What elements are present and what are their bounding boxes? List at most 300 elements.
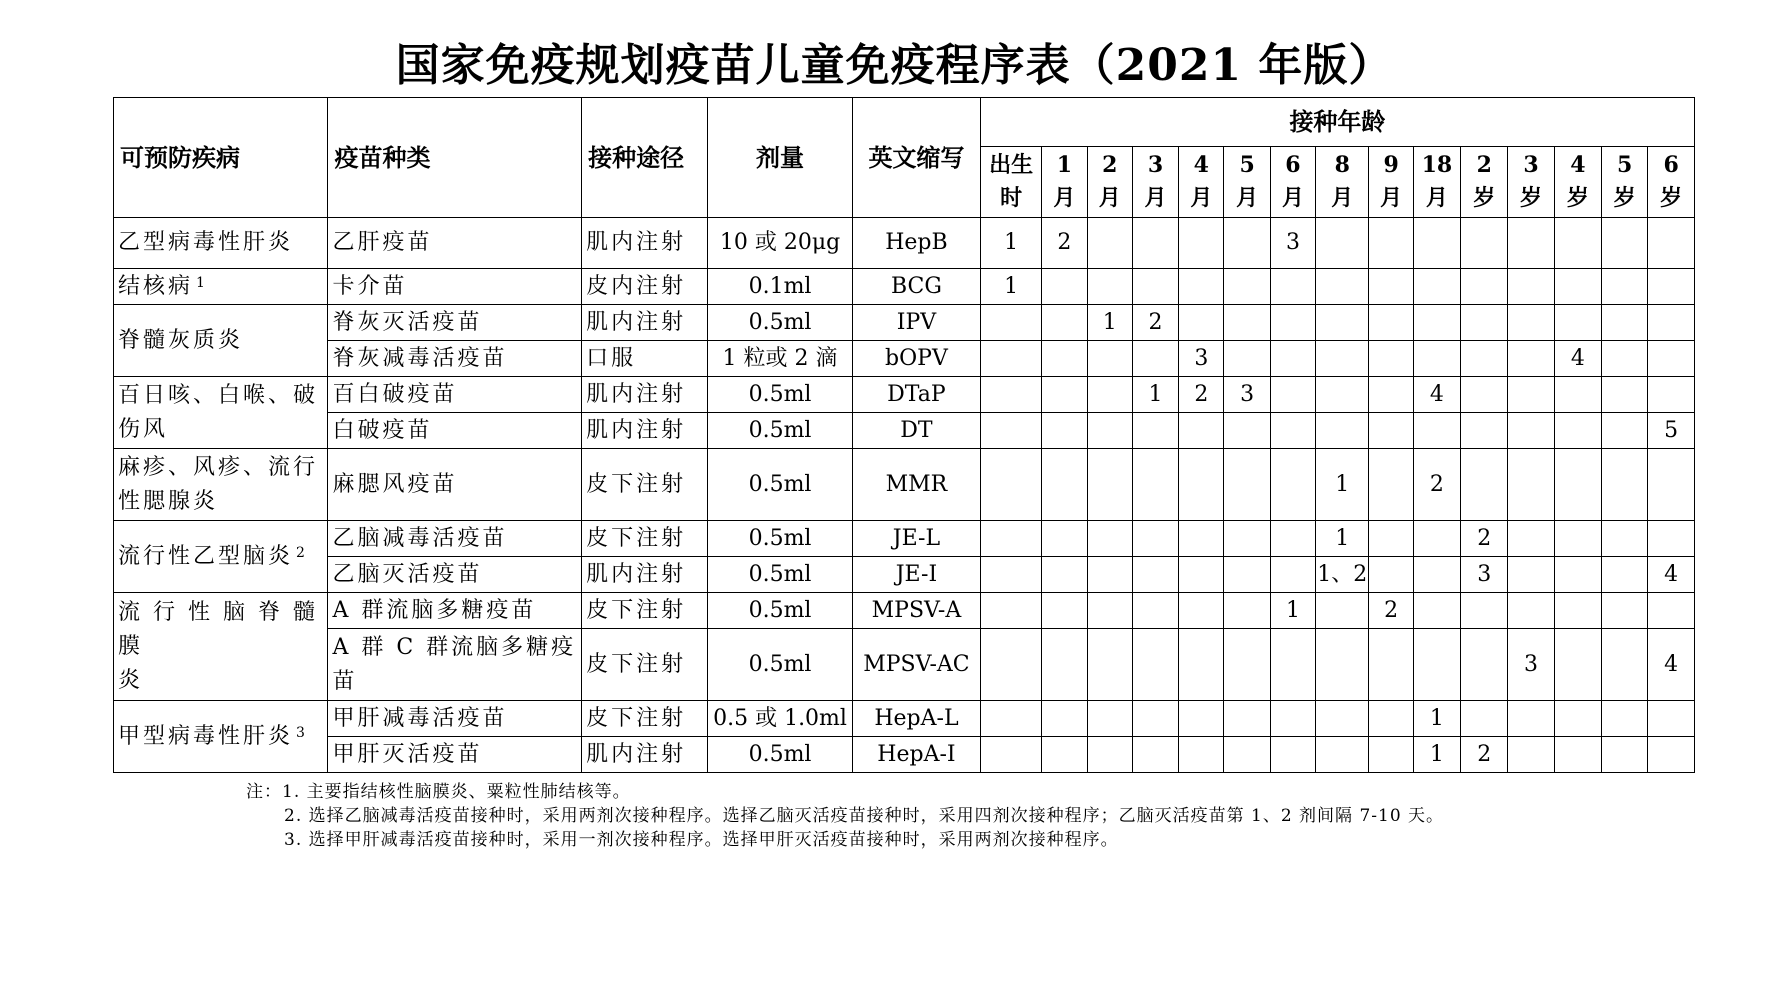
dose-number-cell (1369, 737, 1413, 773)
dose-number-cell (1132, 557, 1178, 593)
vaccine-name: 卡介苗 (332, 273, 408, 299)
dose-number-cell (1508, 557, 1554, 593)
vaccine-cell (328, 557, 582, 593)
dose-number-cell (1413, 269, 1460, 305)
dose-number-cell: 1 (1413, 701, 1460, 737)
dose-number-cell (980, 701, 1041, 737)
dose-number-cell (1508, 521, 1554, 557)
abbr-cell: bOPV (853, 341, 981, 377)
dose-number-cell (1369, 557, 1413, 593)
dose-number-cell (980, 413, 1041, 449)
dose-number-cell (1179, 521, 1224, 557)
dose-number-cell (1132, 521, 1178, 557)
disease-cell (114, 521, 328, 593)
abbr-cell: DT (853, 413, 981, 449)
abbr-cell: DTaP (853, 377, 981, 413)
disease-name-cont: 伤风 (118, 416, 169, 442)
dose-number-cell (1554, 593, 1601, 629)
dose-number-cell (1179, 413, 1224, 449)
age-value: 6 (1663, 152, 1679, 178)
dose-number-cell (1554, 218, 1601, 269)
abbr-cell: BCG (853, 269, 981, 305)
dose-number-cell (1270, 737, 1315, 773)
dose-number-cell (1224, 269, 1270, 305)
dose-number-cell: 3 (1461, 557, 1508, 593)
dose-number-cell (1413, 305, 1460, 341)
table-row (114, 269, 1695, 305)
age-unit: 时 (1000, 185, 1023, 211)
dose-number-cell (1461, 341, 1508, 377)
dose-cell: 0.5ml (708, 593, 853, 629)
dose-cell: 0.5ml (708, 449, 853, 521)
age-header-cell (1461, 147, 1508, 218)
vaccine-name: 乙脑减毒活疫苗 (332, 525, 508, 551)
dose-number-cell (1179, 305, 1224, 341)
dose-number-cell: 4 (1413, 377, 1460, 413)
dose-number-cell (1042, 557, 1087, 593)
dose-number-cell (1554, 701, 1601, 737)
route-cell: 肌内注射 (582, 305, 708, 341)
dose-number-cell (1316, 701, 1369, 737)
dose-number-cell (1554, 629, 1601, 701)
vaccine-cell (328, 737, 582, 773)
vaccine-cell (328, 269, 582, 305)
dose-number-cell (1042, 449, 1087, 521)
dose-number-cell (1042, 629, 1087, 701)
age-unit: 岁 (1613, 185, 1636, 211)
age-value: 5 (1239, 152, 1255, 178)
dose-number-cell (1369, 521, 1413, 557)
dose-number-cell (980, 737, 1041, 773)
disease-name: 结核病 (118, 273, 194, 299)
table-row (114, 449, 1695, 521)
disease-name: 脊髓灰质炎 (118, 327, 244, 353)
dose-number-cell (1648, 737, 1695, 773)
disease-cell (114, 269, 328, 305)
dose-number-cell (1602, 269, 1648, 305)
dose-number-cell: 2 (1461, 521, 1508, 557)
dose-cell: 0.5ml (708, 377, 853, 413)
dose-number-cell (1508, 305, 1554, 341)
age-header-cell (1132, 147, 1178, 218)
table-row (114, 521, 1695, 557)
dose-number-cell (1316, 377, 1369, 413)
route-cell: 皮下注射 (582, 449, 708, 521)
dose-number-cell (980, 593, 1041, 629)
dose-number-cell (1087, 593, 1132, 629)
dose-number-cell (1316, 737, 1369, 773)
dose-number-cell (1179, 737, 1224, 773)
dose-number-cell (1132, 629, 1178, 701)
dose-number-cell (1648, 701, 1695, 737)
route-cell: 皮内注射 (582, 269, 708, 305)
disease-name-cont: 炎 (118, 667, 144, 693)
dose-number-cell (1461, 218, 1508, 269)
dose-number-cell (1179, 629, 1224, 701)
route-cell: 肌内注射 (582, 377, 708, 413)
dose-number-cell (1270, 449, 1315, 521)
dose-number-cell (1179, 449, 1224, 521)
vaccine-cell (328, 593, 582, 629)
age-value: 3 (1523, 152, 1539, 178)
header-dose: 剂量 (708, 98, 853, 218)
vaccine-name: 甲肝灭活疫苗 (332, 741, 483, 767)
age-header-cell (1087, 147, 1132, 218)
dose-number-cell: 4 (1648, 557, 1695, 593)
vaccine-name-cont: 苗 (332, 668, 358, 694)
dose-number-cell (1224, 449, 1270, 521)
vaccine-name: 甲肝减毒活疫苗 (332, 705, 508, 731)
dose-number-cell (1508, 413, 1554, 449)
dose-number-cell (1602, 629, 1648, 701)
footnote-1: 注：1. 主要指结核性脑膜炎、粟粒性肺结核等。 (246, 782, 631, 802)
dose-number-cell (1554, 521, 1601, 557)
age-value: 出生 (989, 152, 1034, 178)
age-unit: 岁 (1660, 185, 1683, 211)
dose-number-cell (1270, 377, 1315, 413)
vaccine-name: A 群流脑多糖疫苗 (332, 597, 537, 623)
dose-number-cell (1648, 341, 1695, 377)
dose-number-cell (1508, 377, 1554, 413)
dose-number-cell (1554, 737, 1601, 773)
vaccine-name: 麻腮风疫苗 (332, 471, 458, 497)
dose-number-cell (1648, 449, 1695, 521)
age-header-cell (1508, 147, 1554, 218)
dose-number-cell (1224, 737, 1270, 773)
dose-number-cell (1554, 557, 1601, 593)
dose-number-cell (1270, 557, 1315, 593)
dose-number-cell (1224, 305, 1270, 341)
dose-number-cell (1461, 593, 1508, 629)
dose-number-cell: 1 (1316, 449, 1369, 521)
dose-number-cell (1132, 593, 1178, 629)
dose-number-cell: 4 (1554, 341, 1601, 377)
dose-number-cell (1087, 701, 1132, 737)
dose-number-cell (1508, 737, 1554, 773)
age-value: 18 (1421, 152, 1453, 178)
dose-number-cell (1413, 413, 1460, 449)
footnote-3: 3. 选择甲肝减毒活疫苗接种时，采用一剂次接种程序。选择甲肝灭活疫苗接种时，采用两剂次接种程序。 (284, 830, 1119, 850)
dose-number-cell (1369, 341, 1413, 377)
age-header-cell (1042, 147, 1087, 218)
dose-number-cell (1179, 269, 1224, 305)
vaccine-name: 乙肝疫苗 (332, 230, 433, 255)
dose-number-cell (1508, 218, 1554, 269)
age-value: 8 (1334, 152, 1350, 178)
abbr-cell: HepA-I (853, 737, 981, 773)
dose-number-cell (1270, 521, 1315, 557)
disease-name: 甲型病毒性肝炎 (118, 723, 294, 749)
dose-number-cell (1087, 377, 1132, 413)
dose-number-cell (1087, 218, 1132, 269)
dose-number-cell (1087, 341, 1132, 377)
age-unit: 月 (1281, 185, 1304, 211)
dose-number-cell (1179, 593, 1224, 629)
age-value: 4 (1193, 152, 1209, 178)
vaccine-name: 乙脑灭活疫苗 (332, 561, 483, 587)
dose-number-cell (1413, 521, 1460, 557)
dose-number-cell (1648, 377, 1695, 413)
age-unit: 月 (1380, 185, 1403, 211)
vaccine-cell (328, 629, 582, 701)
header-route: 接种途径 (582, 98, 708, 218)
dose-number-cell (980, 557, 1041, 593)
dose-number-cell (1648, 218, 1695, 269)
dose-number-cell (1554, 377, 1601, 413)
disease-name-cont: 性腮腺炎 (118, 488, 219, 514)
dose-number-cell: 1 (1413, 737, 1460, 773)
age-header-cell (1224, 147, 1270, 218)
dose-cell: 0.1ml (708, 269, 853, 305)
age-value: 1 (1056, 152, 1073, 178)
header-abbr: 英文缩写 (853, 98, 981, 218)
dose-number-cell (1554, 305, 1601, 341)
footnotes (246, 780, 1444, 852)
dose-number-cell (1369, 701, 1413, 737)
dose-number-cell (1270, 629, 1315, 701)
dose-number-cell (1602, 341, 1648, 377)
dose-number-cell (1316, 341, 1369, 377)
table-row (114, 218, 1695, 269)
dose-number-cell (1461, 449, 1508, 521)
dose-number-cell (1224, 218, 1270, 269)
dose-number-cell (1270, 413, 1315, 449)
dose-number-cell: 1 (980, 218, 1041, 269)
dose-number-cell (1132, 737, 1178, 773)
age-header-cell (1179, 147, 1224, 218)
dose-number-cell (1554, 449, 1601, 521)
abbr-cell: HepB (853, 218, 981, 269)
dose-number-cell: 1、2 (1316, 557, 1369, 593)
vaccine-name: 百白破疫苗 (332, 381, 458, 407)
age-header-cell (1602, 147, 1648, 218)
age-header-cell (980, 147, 1041, 218)
dose-number-cell (1087, 269, 1132, 305)
dose-number-cell (1087, 629, 1132, 701)
dose-number-cell (1316, 413, 1369, 449)
dose-cell: 0.5ml (708, 413, 853, 449)
dose-number-cell: 2 (1042, 218, 1087, 269)
dose-number-cell (1508, 269, 1554, 305)
age-unit: 岁 (1520, 185, 1543, 211)
route-cell: 皮下注射 (582, 629, 708, 701)
dose-number-cell (1369, 377, 1413, 413)
age-value: 3 (1147, 152, 1164, 178)
age-header-cell (1369, 147, 1413, 218)
age-unit: 月 (1144, 185, 1167, 211)
dose-number-cell (1132, 449, 1178, 521)
age-header-cell (1554, 147, 1601, 218)
dose-number-cell (1132, 413, 1178, 449)
header-vaccine: 疫苗种类 (328, 98, 582, 218)
header-disease: 可预防疾病 (114, 98, 328, 218)
dose-number-cell: 3 (1508, 629, 1554, 701)
abbr-cell: JE-I (853, 557, 981, 593)
age-header-cell (1648, 147, 1695, 218)
disease-name: 流 行 性 脑 脊 髓 膜 (118, 599, 318, 659)
dose-number-cell (1224, 629, 1270, 701)
dose-number-cell (1461, 701, 1508, 737)
dose-number-cell (1508, 593, 1554, 629)
table-row (114, 701, 1695, 737)
vaccine-cell (328, 521, 582, 557)
dose-number-cell (1087, 521, 1132, 557)
age-unit: 月 (1236, 185, 1259, 211)
dose-number-cell (1369, 629, 1413, 701)
dose-number-cell (1042, 377, 1087, 413)
dose-number-cell (1087, 413, 1132, 449)
vaccine-cell (328, 305, 582, 341)
dose-number-cell (1132, 701, 1178, 737)
table-row (114, 557, 1695, 593)
dose-number-cell (1132, 269, 1178, 305)
dose-number-cell (1042, 269, 1087, 305)
vaccine-name: 脊灰减毒活疫苗 (332, 345, 508, 371)
dose-cell: 1 粒或 2 滴 (708, 341, 853, 377)
dose-number-cell (1316, 593, 1369, 629)
age-value: 4 (1570, 152, 1586, 178)
dose-number-cell (1554, 269, 1601, 305)
vaccine-name: 白破疫苗 (332, 417, 433, 443)
dose-number-cell (980, 341, 1041, 377)
dose-cell: 0.5ml (708, 521, 853, 557)
dose-number-cell (1270, 341, 1315, 377)
vaccine-cell (328, 413, 582, 449)
disease-cell (114, 701, 328, 773)
route-cell: 皮下注射 (582, 593, 708, 629)
age-header-cell (1270, 147, 1315, 218)
dose-number-cell (1224, 413, 1270, 449)
dose-number-cell (1602, 218, 1648, 269)
dose-number-cell (1413, 557, 1460, 593)
vaccine-cell (328, 341, 582, 377)
age-unit: 岁 (1566, 185, 1589, 211)
table-row (114, 377, 1695, 413)
disease-cell (114, 305, 328, 377)
age-unit: 岁 (1473, 185, 1496, 211)
age-unit: 月 (1053, 185, 1076, 211)
disease-name: 麻疹、风疹、流行 (118, 454, 319, 480)
disease-cell (114, 449, 328, 521)
dose-number-cell: 1 (1132, 377, 1178, 413)
dose-number-cell (1602, 449, 1648, 521)
route-cell: 肌内注射 (582, 218, 708, 269)
abbr-cell: MPSV-AC (853, 629, 981, 701)
footnote-marker: 2 (296, 544, 305, 561)
dose-number-cell (1316, 218, 1369, 269)
age-unit: 月 (1331, 185, 1354, 211)
age-header-cell (1316, 147, 1369, 218)
dose-number-cell (1316, 629, 1369, 701)
dose-number-cell: 2 (1461, 737, 1508, 773)
dose-number-cell (980, 521, 1041, 557)
dose-number-cell (1042, 593, 1087, 629)
dose-number-cell (1508, 449, 1554, 521)
dose-number-cell (1316, 269, 1369, 305)
table-row (114, 341, 1695, 377)
vaccine-cell (328, 218, 582, 269)
vaccine-name: 脊灰灭活疫苗 (332, 309, 483, 335)
route-cell: 肌内注射 (582, 557, 708, 593)
route-cell: 肌内注射 (582, 737, 708, 773)
age-value: 5 (1617, 152, 1633, 178)
dose-number-cell (1369, 269, 1413, 305)
dose-number-cell: 5 (1648, 413, 1695, 449)
dose-number-cell (1508, 701, 1554, 737)
dose-number-cell (1461, 305, 1508, 341)
age-unit: 月 (1425, 185, 1448, 211)
age-header-cell (1413, 147, 1460, 218)
age-value: 6 (1285, 152, 1301, 178)
table-row (114, 305, 1695, 341)
table-row (114, 629, 1695, 701)
dose-number-cell (1042, 413, 1087, 449)
dose-number-cell (1042, 341, 1087, 377)
dose-number-cell (1602, 557, 1648, 593)
footnote-marker: 1 (196, 274, 205, 291)
disease-name: 百日咳、白喉、破 (118, 382, 319, 408)
dose-number-cell (1413, 629, 1460, 701)
age-unit: 月 (1190, 185, 1213, 211)
dose-number-cell (1179, 557, 1224, 593)
dose-number-cell (1461, 269, 1508, 305)
dose-number-cell (1224, 341, 1270, 377)
footnote-marker: 3 (296, 724, 305, 741)
dose-number-cell: 2 (1369, 593, 1413, 629)
dose-number-cell (1554, 413, 1601, 449)
dose-cell: 0.5ml (708, 305, 853, 341)
dose-number-cell (1413, 341, 1460, 377)
age-value: 9 (1383, 152, 1399, 178)
vaccine-cell (328, 377, 582, 413)
dose-number-cell (1648, 593, 1695, 629)
dose-number-cell: 1 (1270, 593, 1315, 629)
dose-number-cell (1461, 377, 1508, 413)
dose-number-cell (980, 449, 1041, 521)
immunization-schedule-table (113, 97, 1695, 773)
table-row (114, 737, 1695, 773)
abbr-cell: IPV (853, 305, 981, 341)
header-age-group: 接种年龄 (980, 98, 1694, 147)
dose-number-cell: 3 (1224, 377, 1270, 413)
vaccine-cell (328, 701, 582, 737)
dose-number-cell: 2 (1179, 377, 1224, 413)
dose-number-cell (1369, 218, 1413, 269)
abbr-cell: MMR (853, 449, 981, 521)
disease-cell (114, 593, 328, 701)
dose-number-cell (1087, 449, 1132, 521)
dose-number-cell (1179, 701, 1224, 737)
dose-number-cell (1648, 521, 1695, 557)
dose-number-cell (1369, 305, 1413, 341)
dose-cell: 0.5ml (708, 557, 853, 593)
dose-number-cell (1602, 377, 1648, 413)
dose-number-cell: 3 (1179, 341, 1224, 377)
dose-number-cell (1132, 341, 1178, 377)
dose-number-cell (1602, 305, 1648, 341)
dose-number-cell (1648, 269, 1695, 305)
dose-number-cell (1270, 269, 1315, 305)
dose-number-cell (1413, 218, 1460, 269)
table-row (114, 413, 1695, 449)
dose-number-cell (1602, 593, 1648, 629)
dose-number-cell: 2 (1132, 305, 1178, 341)
dose-number-cell (1042, 737, 1087, 773)
route-cell: 肌内注射 (582, 413, 708, 449)
dose-number-cell (1042, 521, 1087, 557)
dose-number-cell (980, 377, 1041, 413)
dose-number-cell (1508, 341, 1554, 377)
